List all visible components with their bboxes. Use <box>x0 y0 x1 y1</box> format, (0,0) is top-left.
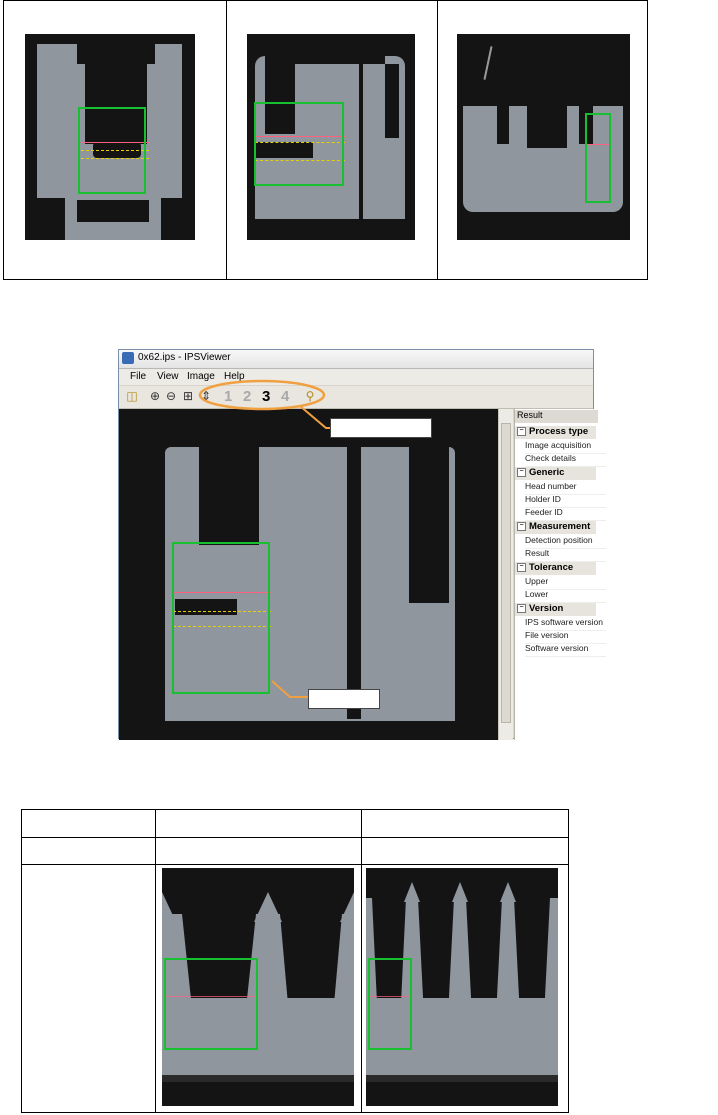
help-icon[interactable]: ⚲ <box>305 389 315 403</box>
scrollbar-thumb[interactable] <box>501 423 511 723</box>
prop-detection-position[interactable]: Detection position <box>525 535 606 549</box>
group-tolerance[interactable]: − Tolerance <box>515 562 596 575</box>
menu-help[interactable]: Help <box>224 371 245 382</box>
comparison-image-2 <box>366 868 558 1106</box>
view-button-4[interactable]: 4 <box>281 388 290 405</box>
collapse-icon[interactable]: − <box>517 427 526 436</box>
detection-box <box>254 102 344 186</box>
collapse-icon[interactable]: − <box>517 522 526 531</box>
view-button-2[interactable]: 2 <box>243 388 252 405</box>
inspection-image-3 <box>457 34 630 240</box>
top-table-divider-1 <box>226 0 227 280</box>
detection-box <box>368 958 412 1050</box>
detection-box <box>164 958 258 1050</box>
ips-viewer-window <box>118 349 603 739</box>
detection-box <box>78 107 146 194</box>
prop-ips-software-version[interactable]: IPS software version <box>525 617 606 631</box>
prop-check-details[interactable]: Check details <box>525 453 606 467</box>
expand-icon[interactable]: ⇕ <box>200 389 212 403</box>
zoom-out-icon[interactable]: ⊖ <box>165 389 177 403</box>
callout-label-detection-box <box>308 689 380 709</box>
comparison-image-1 <box>162 868 354 1106</box>
collapse-icon[interactable]: − <box>517 604 526 613</box>
property-panel-header: Result <box>515 410 598 423</box>
menu-file[interactable]: File <box>130 371 147 382</box>
detection-box <box>172 542 270 694</box>
menu-view[interactable]: View <box>157 371 179 382</box>
bottom-table-hline-1 <box>21 837 569 838</box>
app-icon <box>122 352 134 364</box>
open-folder-icon[interactable]: ◫ <box>126 389 138 403</box>
group-process-type[interactable]: − Process type <box>515 426 596 439</box>
collapse-icon[interactable]: − <box>517 468 526 477</box>
vertical-scrollbar[interactable] <box>498 409 513 740</box>
fit-icon[interactable]: ⊞ <box>182 389 194 403</box>
top-table-divider-2 <box>437 0 438 280</box>
prop-lower[interactable]: Lower <box>525 589 606 603</box>
prop-software-version[interactable]: Software version <box>525 643 606 657</box>
property-panel <box>514 409 603 740</box>
prop-holder-id[interactable]: Holder ID <box>525 494 606 508</box>
prop-image-acquisition[interactable]: Image acquisition <box>525 440 606 454</box>
group-generic[interactable]: − Generic <box>515 467 596 480</box>
menu-bar <box>119 369 593 385</box>
zoom-in-icon[interactable]: ⊕ <box>149 389 161 403</box>
bottom-table-vline-1 <box>155 809 156 1113</box>
bottom-table-vline-2 <box>361 809 362 1113</box>
inspection-image-2 <box>247 34 415 240</box>
bottom-table-hline-2 <box>21 864 569 865</box>
prop-head-number[interactable]: Head number <box>525 481 606 495</box>
inspection-image-1 <box>25 34 195 240</box>
view-button-3[interactable]: 3 <box>262 388 271 405</box>
group-version[interactable]: − Version <box>515 603 596 616</box>
prop-file-version[interactable]: File version <box>525 630 606 644</box>
detection-box <box>585 113 611 203</box>
window-title: 0x62.ips - IPSViewer <box>138 352 231 363</box>
prop-feeder-id[interactable]: Feeder ID <box>525 507 606 521</box>
prop-result[interactable]: Result <box>525 548 606 562</box>
callout-label-view-buttons <box>330 418 432 438</box>
toolbar <box>119 386 593 409</box>
collapse-icon[interactable]: − <box>517 563 526 572</box>
view-button-1[interactable]: 1 <box>224 388 233 405</box>
group-measurement[interactable]: − Measurement <box>515 521 596 534</box>
title-bar <box>119 350 593 369</box>
menu-image[interactable]: Image <box>187 371 215 382</box>
prop-upper[interactable]: Upper <box>525 576 606 590</box>
